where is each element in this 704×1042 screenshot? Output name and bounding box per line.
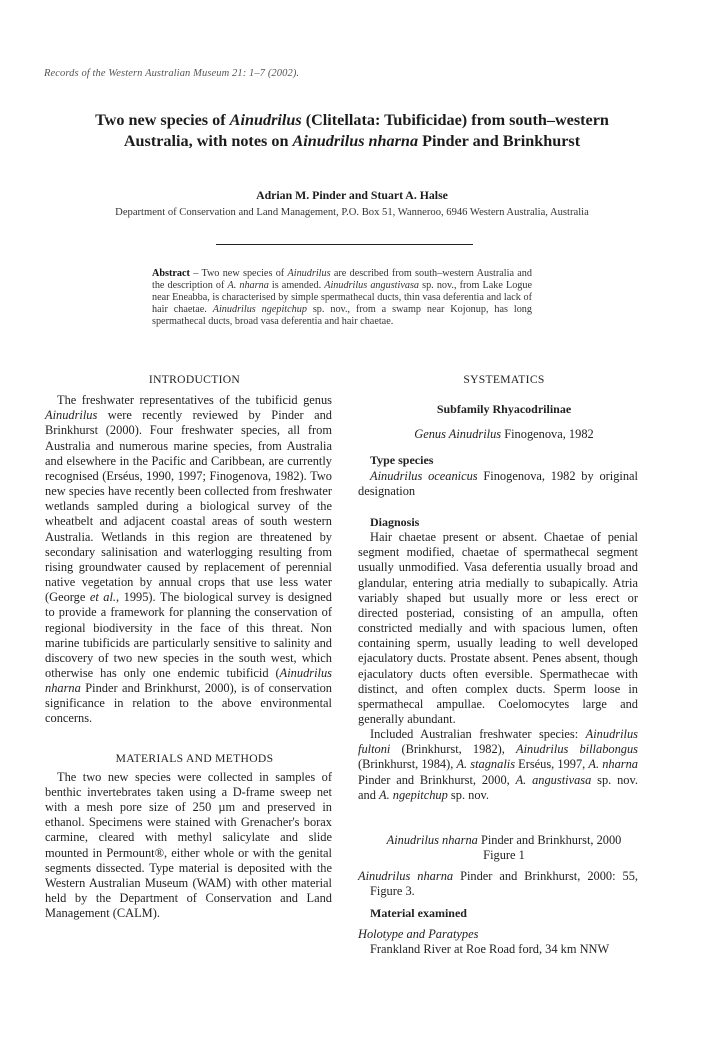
running-head: Records of the Western Australian Museum 21: 1–7 (2002).: [44, 68, 300, 79]
body-text: Pinder and Brinkhurst, 2000: 55, Figure 3.: [370, 869, 638, 899]
body-taxon: Ainudrilus: [45, 408, 98, 423]
title-text: Two new species of: [95, 111, 230, 129]
abstract-text: are described from south–western Australia and the description of: [152, 268, 532, 291]
abstract-text: is amended.: [268, 279, 325, 291]
abstract-taxon: A. nharna: [227, 279, 269, 291]
title-species: Ainudrilus nharna: [292, 132, 419, 150]
body-text: , 1995). The biological survey is designed to provide a framework for planning the conservation of regional biodiversity in the face of this threat. Non marine tubificids are particularly sensitive to salinity and discovery of two new species in the south west, which otherwise has only one endemic tubificid (: [45, 590, 332, 680]
body-text: sp. nov. and: [358, 772, 638, 802]
body-italic: et al.: [89, 590, 117, 605]
introduction-heading: INTRODUCTION: [148, 373, 241, 386]
body-taxon: A. nharna: [588, 757, 638, 772]
authors: Adrian M. Pinder and Stuart A. Halse: [256, 188, 448, 202]
body-text: Included Australian freshwater species:: [370, 727, 586, 742]
species-heading: [358, 833, 638, 848]
diagnosis-paragraph: Hair chaetae present or absent. Chaetae of penial segment modified, chaetae of spermathecal segment usually unmodified. Vasa deferentia usually broad and glandular, entering atria medially to subapically. Atria variably shaped but usually more or less erect or directed posteriad, consisting of an ampulla, often constricted medially and with spacious lumen, often containing sperm, usually leading to well developed ejaculatory ducts. Prostate absent. Penes absent, though ejaculatory ducts often eversible. Spermathecae with distinct, and often complex ducts. Sperm loose in spermathecal ampullae. Coelomocytes large and generally abundant.: [358, 530, 638, 726]
abstract: [152, 268, 532, 328]
holotype-text: Frankland River at Roe Road ford, 34 km NNW: [370, 941, 610, 956]
holotype-heading: [358, 927, 638, 942]
subfamily-heading: Subfamily Rhyacodrilinae: [436, 402, 572, 417]
species-author: Pinder and Brinkhurst, 2000: [477, 832, 622, 847]
genus-author: Finogenova, 1982: [501, 427, 594, 442]
divider-rule: [216, 244, 473, 245]
methods-heading: MATERIALS AND METHODS: [115, 751, 274, 765]
title-text: Pinder and Brinkhurst: [418, 132, 581, 150]
body-taxon: Ainudrilus nharna: [45, 665, 332, 696]
species-name: Ainudrilus nharna: [386, 832, 478, 847]
affiliation: Department of Conservation and Land Management, P.O. Box 51, Wanneroo, 6946 Western Australia, Australia: [115, 207, 589, 218]
body-taxon: Ainudrilus billabongus: [516, 742, 638, 757]
type-species-heading: Type species: [370, 453, 434, 468]
body-taxon: A. ngepitchup: [379, 787, 448, 802]
body-text: were recently reviewed by Pinder and Brinkhurst (2000). Four freshwater species, all from Australia and numerous marine species, from Australia and elsewhere in the Pacific and Caribbean, are currently recognised (Erséus, 1990, 1997; Finogenova, 1982). Two new species have recently been collected from freshwater wetlands sampled during a biological survey of the wheatbelt and adjacent coastal areas of south western Australia. Wetlands in this region are threatened by secondary salinisation and waterlogging resulting from rising groundwater caused by replacement of perennial native vegetation by annual crops that use less water (George: [45, 408, 332, 605]
abstract-label: Abstract: [152, 268, 190, 279]
right-column: [358, 372, 638, 957]
figure-reference: Figure 1: [483, 848, 525, 863]
methods-paragraph: The two new species were collected in samples of benthic invertebrates taken using a D-frame sweep net with a mesh pore size of 250 µm and preserved in ethanol. Specimens were stained with Grenacher's borax carmine, cleared with methyl salicylate and slide mounted in Permount®, either whole or with the genital segments dissected. Type material is deposited with the Western Australian Museum (WAM) with other material held by the Department of Conservation and Land Management (CALM).: [45, 769, 332, 921]
synonym-name: Ainudrilus nharna: [358, 869, 454, 884]
abstract-text: sp. nov., from a swamp near Kojonup, has long spermathecal ducts, broad vasa deferentia and hair chaetae.: [152, 303, 532, 327]
body-text: The freshwater representatives of the tubificid genus: [57, 393, 332, 408]
body-text: (Brinkhurst, 1982),: [390, 742, 517, 757]
included-species-paragraph: [358, 727, 638, 803]
abstract-text: – Two new species of: [189, 268, 288, 279]
article-title: [30, 110, 674, 152]
body-text: Pinder and Brinkhurst, 2000), is of conservation significance in relation to the above environmental concerns.: [45, 681, 332, 726]
systematics-heading: SYSTEMATICS: [463, 373, 545, 386]
body-taxon: A. angustivasa: [515, 772, 592, 787]
synonymy-entry: [358, 869, 638, 899]
body-taxon: Ainudrilus fultoni: [358, 727, 638, 757]
title-text: Australia, with notes on: [123, 132, 293, 150]
abstract-taxon: Ainudrilus: [287, 268, 331, 279]
body-taxon: A. stagnalis: [456, 757, 516, 772]
diagnosis-heading: Diagnosis: [370, 514, 420, 529]
genus-heading: [358, 427, 638, 442]
abstract-taxon: Ainudrilus angustivasa: [324, 279, 420, 291]
body-text: sp. nov.: [447, 787, 490, 802]
holotype-label: Holotype and Paratypes: [358, 926, 479, 941]
genus-name: Genus Ainudrilus: [414, 427, 502, 442]
title-text: (Clitellata: Tubificidae) from south–western: [301, 111, 609, 129]
type-species-name: Ainudrilus oceanicus: [370, 468, 478, 483]
left-column: [45, 372, 332, 921]
abstract-text: sp. nov., from Lake Logue near Eneabba, is characterised by simple spermathecal ducts, thin vasa deferentia and lack of hair chaetae.: [152, 279, 533, 315]
introduction-paragraph: [45, 393, 332, 726]
body-text: Pinder and Brinkhurst, 2000,: [358, 772, 516, 787]
body-text: Erséus, 1997,: [515, 757, 589, 772]
material-heading: Material examined: [370, 905, 467, 920]
abstract-taxon: Ainudrilus ngepitchup: [212, 303, 307, 315]
body-text: (Brinkhurst, 1984),: [358, 757, 457, 772]
title-genus: Ainudrilus: [229, 111, 302, 129]
body-text: Finogenova, 1982 by original designation: [358, 468, 638, 498]
type-species-text: [358, 469, 638, 499]
